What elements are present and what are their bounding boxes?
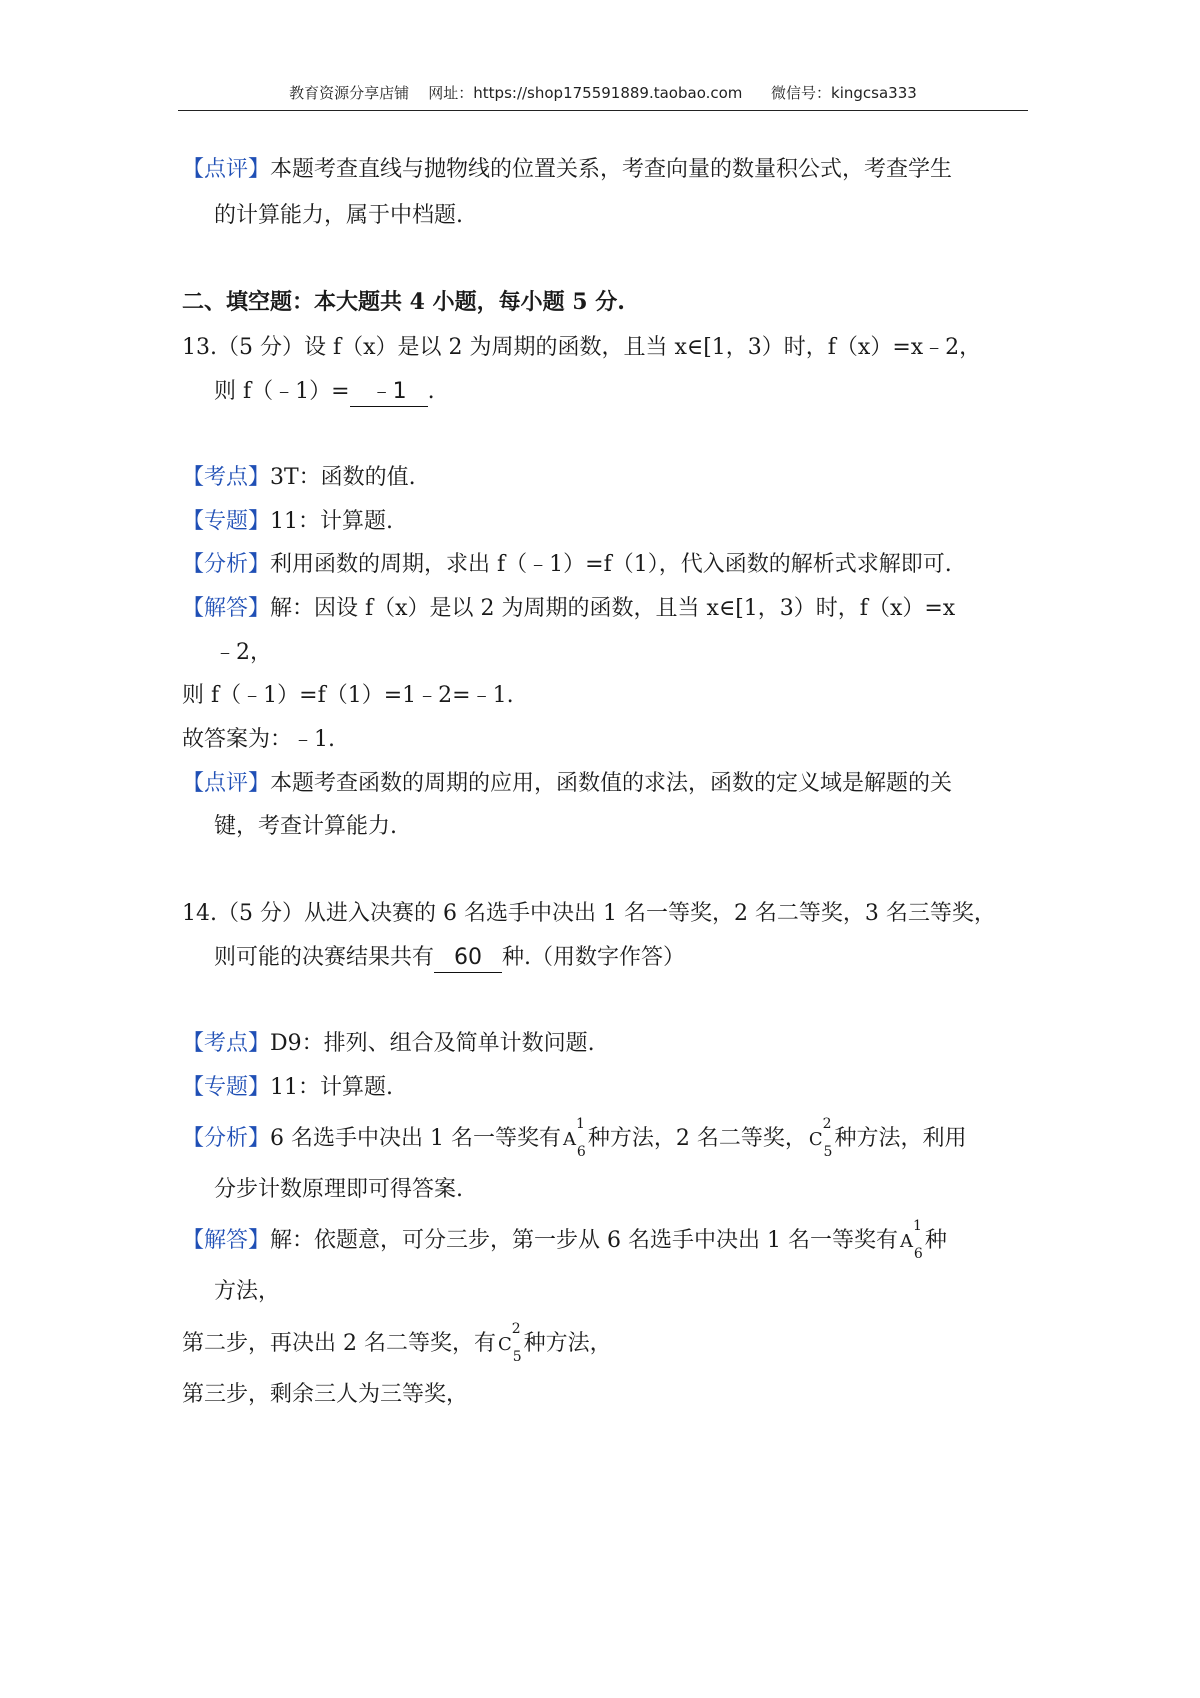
q13-dianping-line1: 【点评】本题考查函数的周期的应用，函数值的求法，函数的定义域是解题的关 bbox=[182, 771, 953, 796]
q14-jieda-line3: 第二步，再决出 2 名二等奖，有 $C^2_5$种方法， bbox=[182, 1321, 612, 1365]
arrangement-symbol: $A^1_6$ bbox=[899, 1218, 923, 1262]
combination-symbol: $C^2_5$ bbox=[808, 1116, 833, 1160]
section-title: 二、填空题：本大题共 4 小题，每小题 5 分. bbox=[182, 289, 625, 315]
q13-stem-line1: 13.（5 分）设 f（x）是以 2 为周期的函数，且当 x∈[1，3）时，f（x）=x﹣2， bbox=[182, 335, 982, 360]
q14-stem-line2: 则可能的决赛结果共有 60 种.（用数字作答） bbox=[214, 944, 685, 973]
q14-jieda-line4: 第三步，剩余三人为三等奖， bbox=[182, 1382, 469, 1407]
q13-jieda-line3: 则 f（﹣1）=f（1）=1﹣2=﹣1. bbox=[182, 683, 514, 708]
q14-kaodian: 【考点】D9：排列、组合及简单计数问题. bbox=[182, 1031, 595, 1056]
comment-tag: 【点评】 bbox=[182, 157, 271, 182]
q13-kaodian: 【考点】3T：函数的值. bbox=[182, 465, 416, 490]
q13-fenxi: 【分析】利用函数的周期，求出 f（﹣1）=f（1），代入函数的解析式求解即可. bbox=[182, 552, 952, 577]
q13-jieda-line1: 【解答】解：因设 f（x）是以 2 为周期的函数，且当 x∈[1，3）时，f（x）=x bbox=[182, 596, 956, 621]
q13-answer-blank: ﹣1 bbox=[350, 378, 428, 407]
prev-comment-line1: 【点评】本题考查直线与抛物线的位置关系，考查向量的数量积公式，考查学生 bbox=[182, 157, 953, 182]
page-header bbox=[178, 82, 1028, 103]
q14-zhuanti: 【专题】11：计算题. bbox=[182, 1075, 394, 1100]
q13-jieda-line4: 故答案为：﹣1. bbox=[182, 727, 335, 752]
arrangement-symbol: $A^1_6$ bbox=[563, 1116, 586, 1160]
q14-jieda-line1: 【解答】解：依题意，可分三步，第一步从 6 名选手中决出 1 名一等奖有 $A^1_6$种 bbox=[182, 1218, 947, 1262]
shop-name: 教育资源分享店铺 bbox=[289, 84, 410, 102]
q14-fenxi-line2: 分步计数原理即可得答案. bbox=[214, 1177, 463, 1202]
wechat-label: 微信号： bbox=[771, 84, 832, 102]
shop-url[interactable]: https://shop175591889.taobao.com bbox=[473, 84, 743, 102]
header-divider bbox=[178, 110, 1028, 111]
wechat-id: kingcsa333 bbox=[831, 84, 917, 102]
combination-symbol: $C^2_5$ bbox=[497, 1321, 522, 1365]
q13-stem-line2: 则 f（﹣1）= ﹣1 . bbox=[214, 378, 435, 407]
url-label: 网址： bbox=[428, 84, 474, 102]
q13-dianping-line2: 键，考查计算能力. bbox=[214, 814, 397, 839]
q14-stem-line1: 14.（5 分）从进入决赛的 6 名选手中决出 1 名一等奖，2 名二等奖，3 名三等奖， bbox=[182, 901, 996, 926]
prev-comment-line2: 的计算能力，属于中档题. bbox=[214, 203, 463, 228]
q14-fenxi-line1: 【分析】6 名选手中决出 1 名一等奖有 $A^1_6$种方法，2 名二等奖， $C^2_5$种方法，利用 bbox=[182, 1116, 967, 1160]
q13-zhuanti: 【专题】11：计算题. bbox=[182, 509, 394, 534]
q14-jieda-line2: 方法， bbox=[214, 1279, 281, 1304]
q13-jieda-line2: ﹣2， bbox=[214, 640, 272, 665]
q14-answer-blank: 60 bbox=[434, 944, 502, 973]
